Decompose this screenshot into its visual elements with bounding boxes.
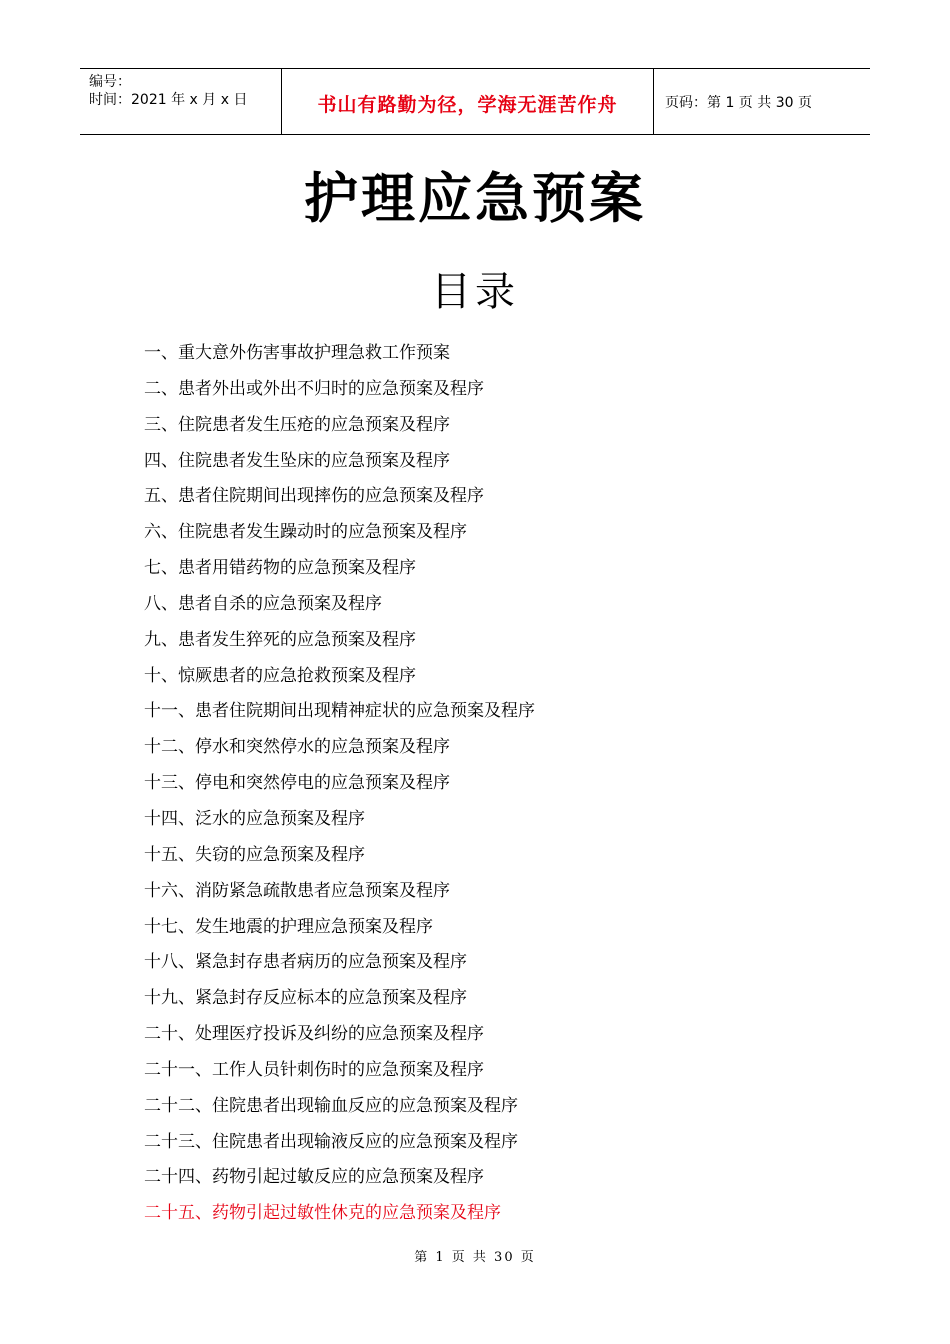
toc-item[interactable]: 一、重大意外伤害事故护理急救工作预案 <box>144 343 450 363</box>
toc-item[interactable]: 九、患者发生猝死的应急预案及程序 <box>144 629 416 650</box>
toc-heading: 目录 <box>431 269 519 315</box>
toc-item[interactable]: 十二、停水和突然停水的应急预案及程序 <box>144 737 450 758</box>
toc-item[interactable]: 五、患者住院期间出现摔伤的应急预案及程序 <box>144 486 484 507</box>
toc-item[interactable]: 四、住院患者发生坠床的应急预案及程序 <box>144 450 450 471</box>
toc-item[interactable]: 十七、发生地震的护理应急预案及程序 <box>144 916 433 937</box>
toc-item[interactable]: 八、患者自杀的应急预案及程序 <box>144 593 382 614</box>
header-meta-cell <box>80 69 282 134</box>
header-motto: 书山有路勤为径，学海无涯苦作舟 <box>282 69 654 134</box>
header-time-label: 时间：2021 年 x 月 x 日 <box>89 92 248 108</box>
toc-item[interactable]: 六、住院患者发生躁动时的应急预案及程序 <box>144 522 467 543</box>
toc-item[interactable]: 二十三、住院患者出现输液反应的应急预案及程序 <box>144 1131 518 1152</box>
toc-item[interactable]: 十五、失窃的应急预案及程序 <box>144 844 365 865</box>
toc-item[interactable]: 二十四、药物引起过敏反应的应急预案及程序 <box>144 1167 484 1188</box>
toc-item[interactable]: 十九、紧急封存反应标本的应急预案及程序 <box>144 988 467 1009</box>
toc-item[interactable]: 十八、紧急封存患者病历的应急预案及程序 <box>144 952 467 973</box>
toc-item[interactable]: 二十二、住院患者出现输血反应的应急预案及程序 <box>144 1095 518 1116</box>
toc-item[interactable]: 十一、患者住院期间出现精神症状的应急预案及程序 <box>144 701 535 722</box>
toc-item[interactable]: 二、患者外出或外出不归时的应急预案及程序 <box>144 378 484 399</box>
toc-item[interactable]: 二十、处理医疗投诉及纠纷的应急预案及程序 <box>144 1024 484 1045</box>
document-title: 护理应急预案 <box>304 167 646 230</box>
toc-item[interactable]: 十三、停电和突然停电的应急预案及程序 <box>144 773 450 794</box>
page-footer: 第 1 页 共 30 页 <box>414 1250 536 1265</box>
toc-item[interactable]: 二十五、药物引起过敏性休克的应急预案及程序 <box>144 1203 501 1224</box>
header-number-label: 编号： <box>89 74 131 90</box>
toc-item[interactable]: 三、住院患者发生压疮的应急预案及程序 <box>144 414 450 435</box>
table-of-contents <box>144 336 535 1232</box>
toc-item[interactable]: 十六、消防紧急疏散患者应急预案及程序 <box>144 880 450 901</box>
toc-item[interactable]: 二十一、工作人员针刺伤时的应急预案及程序 <box>144 1059 484 1080</box>
document-header <box>80 68 870 135</box>
toc-item[interactable]: 七、患者用错药物的应急预案及程序 <box>144 558 416 579</box>
toc-item[interactable]: 十四、泛水的应急预案及程序 <box>144 808 365 829</box>
header-page-code: 页码：第 1 页 共 30 页 <box>665 94 812 111</box>
toc-item[interactable]: 十、惊厥患者的应急抢救预案及程序 <box>144 665 416 686</box>
